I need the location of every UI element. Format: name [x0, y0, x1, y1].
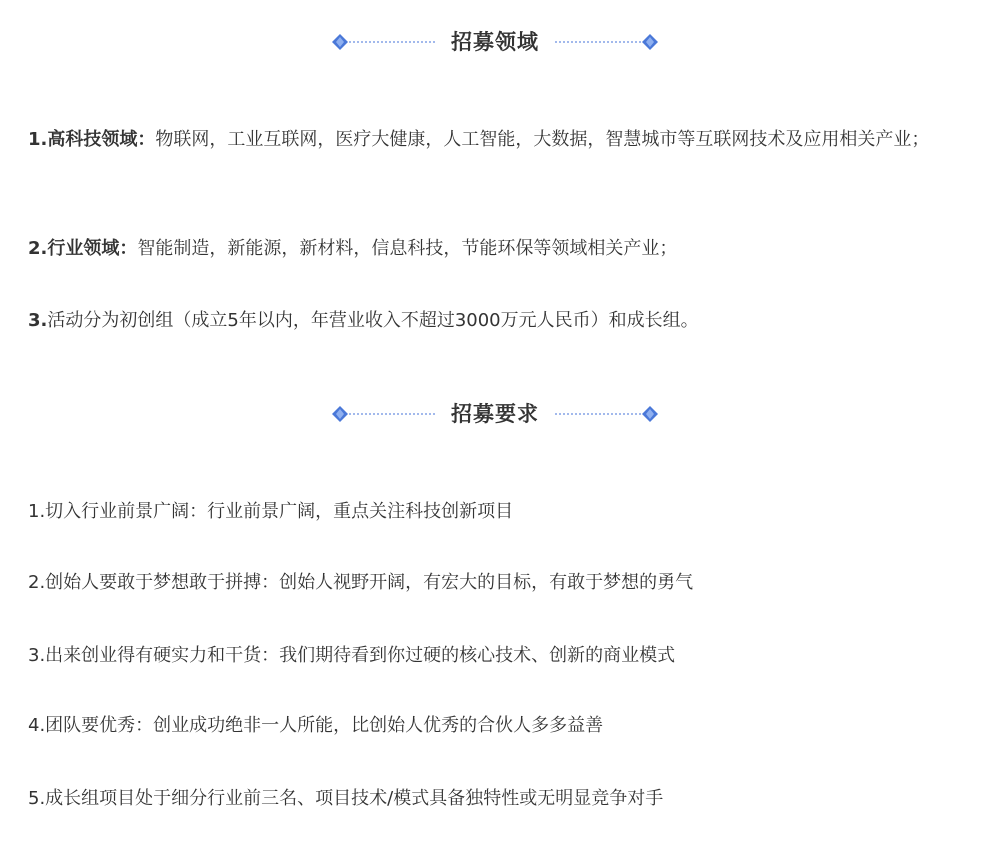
- field-item-number: 1.: [28, 129, 48, 150]
- field-item-industry: [28, 232, 973, 265]
- requirement-item: 5.成长组项目处于细分行业前三名、项目技术/模式具备独特性或无明显竞争对手: [28, 788, 664, 809]
- diamond-dotted-line-right-icon: [553, 32, 659, 52]
- section-title-requirements: 招募要求: [451, 402, 539, 426]
- diamond-dotted-line-right-icon: [553, 404, 659, 424]
- field-item-number: 3.: [28, 310, 48, 331]
- field-item-number: 2.: [28, 238, 48, 259]
- requirement-item: 3.出来创业得有硬实力和干货：我们期待看到你过硬的核心技术、创新的商业模式: [28, 645, 676, 666]
- diamond-dotted-line-left-icon: [331, 404, 437, 424]
- section-header-fields: [0, 27, 990, 57]
- field-item-lead: 行业领域：: [47, 238, 138, 259]
- section-header-requirements: [0, 399, 990, 429]
- field-item-text: 活动分为初创组（成立5年以内，年营业收入不超过3000万元人民币）和成长组。: [47, 310, 699, 331]
- requirement-item: 2.创始人要敢于梦想敢于拼搏：创始人视野开阔，有宏大的目标，有敢于梦想的勇气: [28, 572, 694, 593]
- field-item-groups: [28, 304, 973, 337]
- field-item-text: 智能制造，新能源，新材料，信息科技，节能环保等领域相关产业；: [137, 238, 678, 259]
- field-item-text: 物联网，工业互联网，医疗大健康，人工智能，大数据，智慧城市等互联网技术及应用相关产业；: [155, 129, 930, 150]
- section-title-fields: 招募领域: [451, 30, 539, 54]
- field-item-hightech: [28, 123, 973, 156]
- requirement-item: 1.切入行业前景广阔：行业前景广阔，重点关注科技创新项目: [28, 501, 514, 522]
- requirement-item: 4.团队要优秀：创业成功绝非一人所能，比创始人优秀的合伙人多多益善: [28, 715, 604, 736]
- field-item-lead: 高科技领域：: [47, 129, 156, 150]
- diamond-dotted-line-left-icon: [331, 32, 437, 52]
